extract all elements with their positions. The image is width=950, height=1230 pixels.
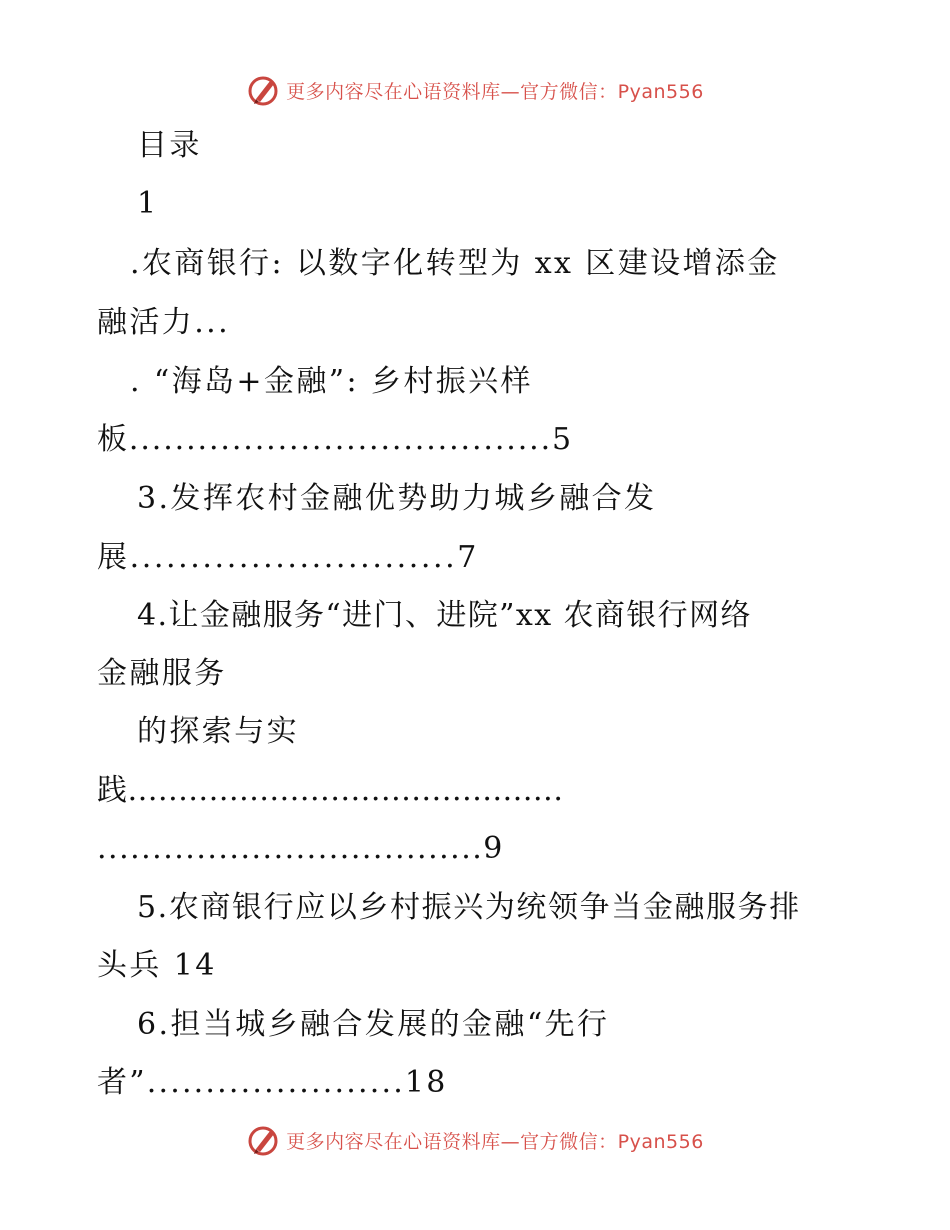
header-watermark bbox=[0, 70, 950, 110]
toc-line: ...................................9 bbox=[97, 831, 504, 866]
toc-line: 展...........................7 bbox=[97, 540, 479, 575]
toc-line: 5.农商银行应以乡村振兴为统领争当金融服务排 bbox=[137, 890, 801, 925]
toc-heading: 目录 bbox=[137, 128, 202, 163]
toc-line: 4.让金融服务“进门、进院”xx 农商银行网络 bbox=[137, 598, 752, 633]
watermark-text: 更多内容尽在心语资料库—官方微信：Pyan556 bbox=[286, 80, 704, 103]
toc-line: 者”......................18 bbox=[97, 1065, 448, 1100]
toc-line: 3.发挥农村金融优势助力城乡融合发 bbox=[137, 481, 657, 516]
toc-line: . “海岛+金融”: 乡村振兴样 bbox=[130, 364, 533, 399]
toc-line: 融活力... bbox=[97, 305, 231, 340]
pen-logo-icon bbox=[246, 73, 280, 107]
toc-line: 践........................................... bbox=[97, 773, 564, 808]
toc-line: .农商银行: 以数字化转型为 xx 区建设增添金 bbox=[130, 246, 780, 281]
toc-line: 头兵 14 bbox=[97, 948, 217, 983]
toc-line: 金融服务 bbox=[97, 656, 227, 691]
footer-watermark bbox=[0, 1120, 950, 1160]
pen-logo-icon bbox=[246, 1123, 280, 1157]
watermark-text: 更多内容尽在心语资料库—官方微信：Pyan556 bbox=[286, 1130, 704, 1153]
toc-line: 6.担当城乡融合发展的金融“先行 bbox=[137, 1007, 610, 1042]
toc-line: 的探索与实 bbox=[137, 714, 299, 749]
toc-line: 板.....................................5 bbox=[97, 422, 574, 457]
toc-line: 1 bbox=[137, 186, 159, 221]
